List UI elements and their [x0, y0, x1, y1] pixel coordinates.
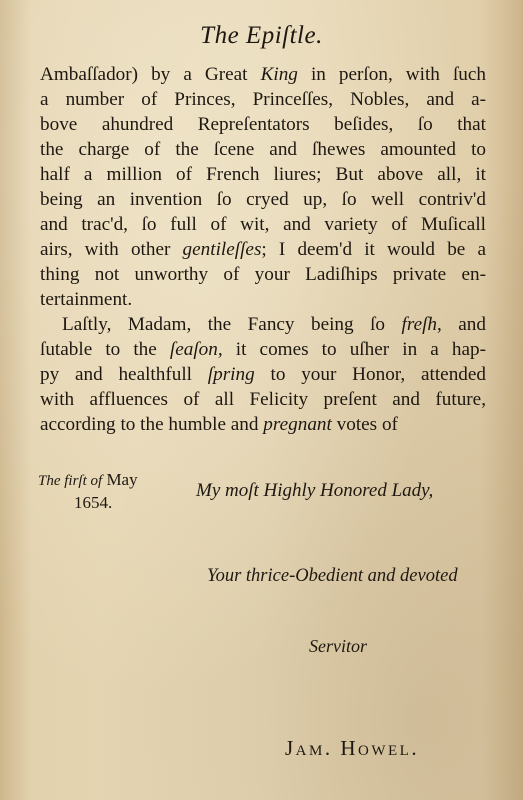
- dateline-year: 1654.: [74, 493, 113, 512]
- text-line: [40, 212, 486, 237]
- text-run: ſutable to the: [40, 339, 170, 360]
- text-line: [40, 112, 486, 137]
- servitor: Servitor: [309, 636, 367, 656]
- text-run: being an invention ſo cryed up, ſo well contriv'd: [40, 189, 486, 210]
- text-line: [40, 412, 486, 437]
- text-run: Ambaſſador) by a Great: [40, 64, 261, 85]
- text-line: [40, 287, 486, 312]
- text-line: [40, 337, 486, 362]
- italic-word: King: [260, 64, 298, 85]
- text-line: [40, 87, 486, 112]
- body-text: [40, 62, 486, 437]
- dateline: [38, 469, 138, 513]
- text-line: [40, 387, 486, 412]
- text-run: thing not unworthy of your Ladiſhips private en-: [40, 264, 486, 285]
- text-run: and trac'd, ſo full of wit, and variety of Muſicall: [40, 214, 486, 235]
- text-line: [40, 362, 486, 387]
- text-line: [40, 312, 486, 337]
- salutation: My moſt Highly Honored Lady,: [196, 480, 434, 501]
- text-run: with affluences of all Felicity preſent and future,: [40, 389, 486, 410]
- text-line: [40, 187, 486, 212]
- text-run: according to the humble and: [40, 414, 264, 435]
- text-line: [40, 237, 486, 262]
- signature: Jam. Howel.: [285, 736, 420, 760]
- text-run: Laſtly, Madam, the Fancy being ſo: [62, 314, 402, 335]
- text-run: votes of: [331, 414, 398, 435]
- text-run: airs, with other: [40, 239, 183, 260]
- running-head: The Epiſtle.: [200, 22, 323, 49]
- text-line: [40, 137, 486, 162]
- dateline-day: [38, 469, 138, 492]
- text-run: it comes to uſher in a hap-: [222, 339, 486, 360]
- dateline-month: May: [102, 470, 138, 489]
- italic-word: ſpring: [207, 364, 255, 385]
- italic-word: pregnant: [263, 414, 332, 435]
- text-run: a number of Princes, Princeſſes, Nobles, and a-: [40, 89, 486, 110]
- text-run: ; I deem'd it would be a: [261, 239, 486, 260]
- italic-word: ſeaſon,: [169, 339, 223, 360]
- subscription: Your thrice-Obedient and devoted: [207, 566, 458, 586]
- text-run: half a million of French liures; But above all, it: [40, 164, 486, 185]
- text-line: [40, 162, 486, 187]
- italic-word: freſh: [401, 314, 438, 335]
- text-line: [40, 262, 486, 287]
- text-run: to your Honor, attended: [254, 364, 486, 385]
- text-run: , and: [437, 314, 486, 335]
- text-run: tertainment.: [40, 289, 133, 310]
- text-run: py and healthfull: [40, 364, 208, 385]
- italic-word: gentileſſes: [182, 239, 262, 260]
- text-line: [40, 62, 486, 87]
- dateline-day-italic: The firſt of: [38, 473, 103, 489]
- text-run: bove ahundred Repreſentators beſides, ſo that: [40, 114, 486, 135]
- text-run: the charge of the ſcene and ſhewes amounted to: [40, 139, 486, 160]
- text-run: in perſon, with ſuch: [297, 64, 486, 85]
